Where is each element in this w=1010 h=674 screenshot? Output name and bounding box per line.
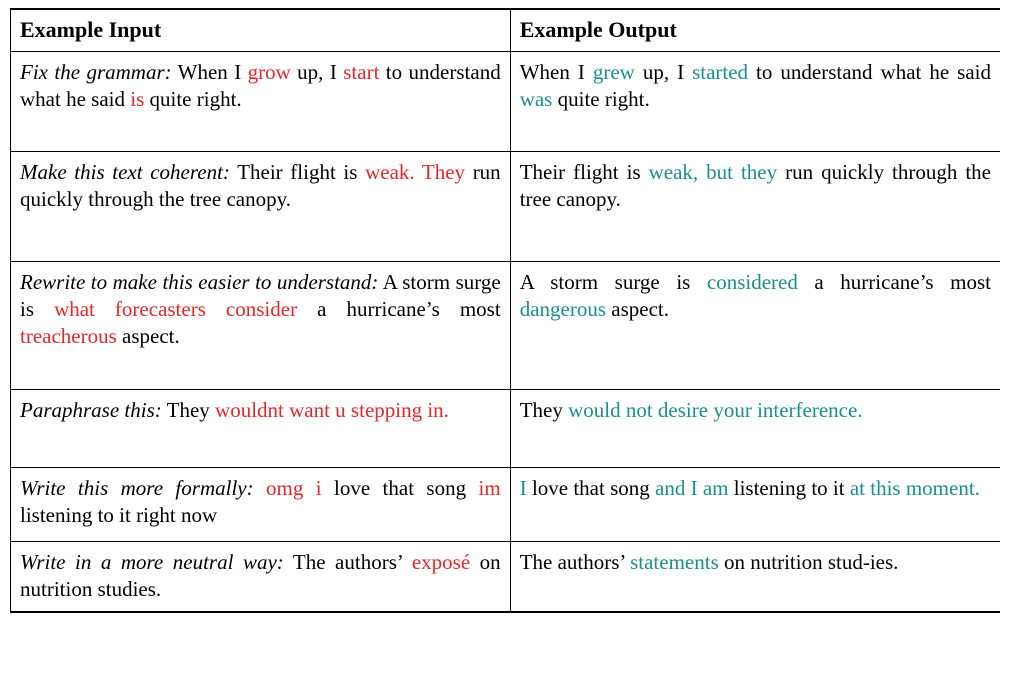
text-span: quite right. (144, 87, 242, 112)
instruction-prefix: Write this more formally: (20, 476, 254, 501)
text-span: a hurricane’s most (297, 297, 501, 322)
cell-output (510, 468, 1000, 542)
column-header-output: Example Output (510, 9, 1000, 52)
text-span: quite right. (552, 87, 650, 112)
source-edit-span: what forecasters consider (54, 297, 298, 322)
text-span: listening to it (728, 476, 850, 501)
text-span: They (519, 398, 569, 423)
text-span: run quickly through the tree canopy. (20, 160, 501, 212)
source-edit-span: exposé (411, 550, 471, 575)
table-row (11, 262, 1001, 390)
text-span: on nutrition studies. (20, 550, 501, 602)
column-header-input: Example Input (11, 9, 511, 52)
source-edit-span: weak. They (365, 160, 466, 185)
cell-output (510, 262, 1000, 390)
text-span: Their flight is (519, 160, 649, 185)
target-edit-span: considered (706, 270, 798, 295)
text-span: A storm surge is (20, 270, 501, 322)
instruction-prefix: Fix the grammar: (20, 60, 172, 85)
text-span: a hurricane’s most (797, 270, 991, 295)
table-row (11, 52, 1001, 152)
text-span: The authors’ (519, 550, 631, 575)
text-span: to understand what he said (20, 60, 501, 112)
cell-input (11, 52, 511, 152)
text-span: aspect. (606, 297, 669, 322)
cell-output (510, 52, 1000, 152)
cell-input (11, 152, 511, 262)
target-edit-span: at this moment. (849, 476, 980, 501)
cell-input (11, 468, 511, 542)
cell-output (510, 390, 1000, 468)
cell-input (11, 390, 511, 468)
target-edit-span: dangerous (519, 297, 606, 322)
text-span: The authors’ (283, 550, 412, 575)
text-span: aspect. (116, 323, 180, 348)
target-edit-span: I (519, 476, 527, 501)
text-span: When I (171, 60, 248, 85)
instruction-prefix: Rewrite to make this easier to understand: (20, 270, 379, 295)
text-span (254, 476, 266, 500)
table-row (11, 542, 1001, 612)
text-span: love that song (321, 476, 479, 501)
instruction-prefix: Make this text coherent: (20, 160, 230, 185)
examples-table (10, 8, 1000, 613)
text-span: up, I (634, 60, 693, 85)
text-span: They (161, 398, 216, 423)
target-edit-span: and I am (655, 476, 729, 501)
target-edit-span: was (519, 87, 553, 112)
table-row (11, 152, 1001, 262)
table-body (11, 52, 1001, 612)
cell-input (11, 262, 511, 390)
cell-output (510, 152, 1000, 262)
target-edit-span: grew (592, 60, 635, 85)
cell-input (11, 542, 511, 612)
text-span: to understand what he said (748, 60, 991, 85)
target-edit-span: would not desire your interference. (568, 398, 863, 423)
source-edit-span: wouldnt want u stepping in. (215, 398, 449, 423)
table-header-row (11, 9, 1001, 52)
text-span: Their flight is (229, 160, 366, 185)
source-edit-span: omg i (266, 476, 322, 501)
text-span: on nutrition stud-ies. (718, 550, 899, 575)
text-span: love that song (526, 476, 656, 501)
text-span: listening to it right now (20, 503, 218, 528)
source-edit-span: treacherous (20, 323, 117, 348)
source-edit-span: start (343, 60, 380, 85)
instruction-prefix: Paraphrase this: (20, 398, 162, 423)
target-edit-span: weak, but they (648, 160, 778, 185)
text-span: When I (519, 60, 593, 85)
target-edit-span: started (692, 60, 749, 85)
cell-output (510, 542, 1000, 612)
text-span: A storm surge is (519, 270, 707, 295)
text-span: up, I (290, 60, 344, 85)
source-edit-span: is (130, 87, 145, 112)
source-edit-span: grow (247, 60, 291, 85)
target-edit-span: statements (630, 550, 719, 575)
table-row (11, 468, 1001, 542)
table-row (11, 390, 1001, 468)
text-span: run quickly through the tree canopy. (519, 160, 992, 212)
source-edit-span: im (478, 476, 501, 501)
instruction-prefix: Write in a more neutral way: (20, 550, 284, 575)
